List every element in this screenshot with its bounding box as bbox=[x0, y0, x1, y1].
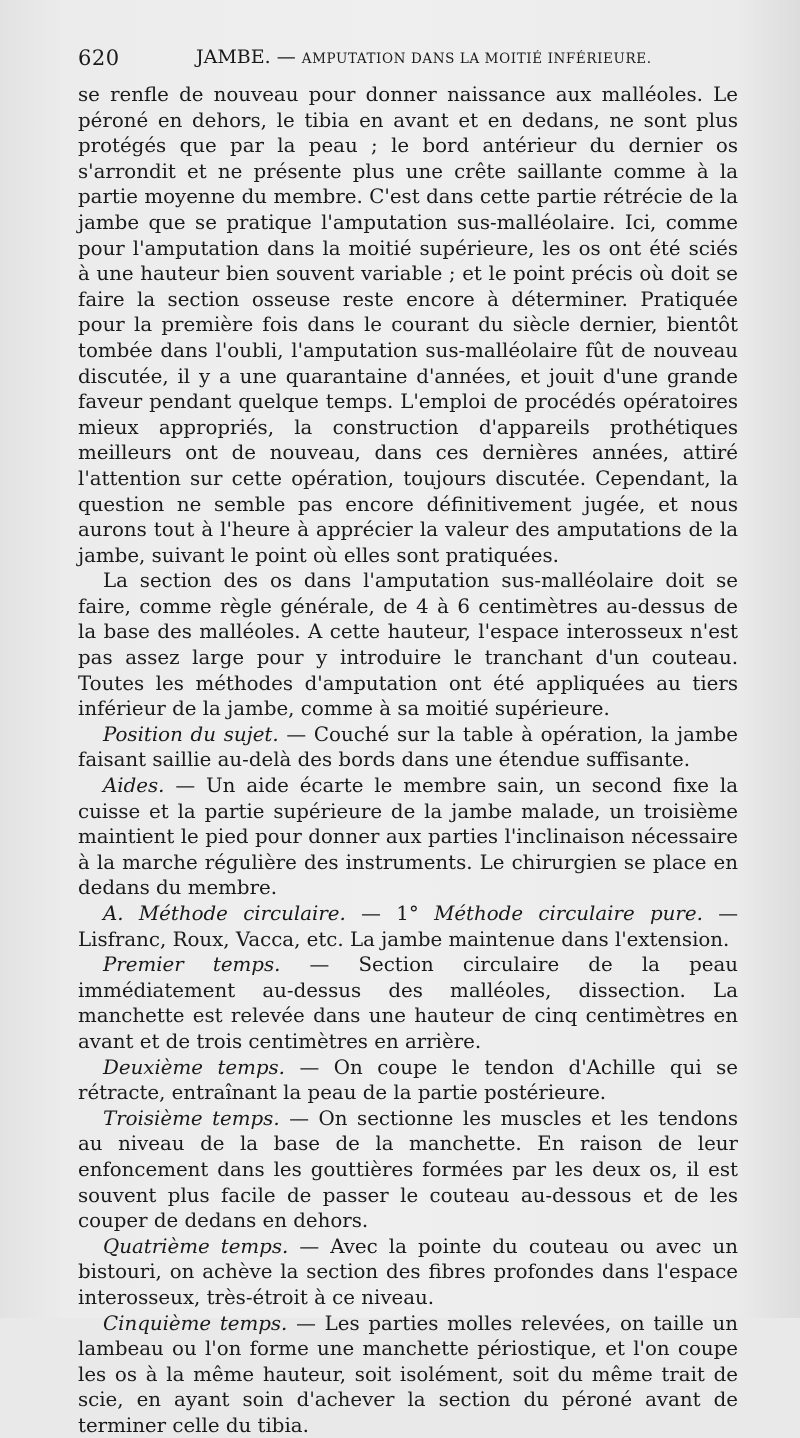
paragraph-text: — Les parties molles relevées, on taille un lambeau ou l'on forme une manchette périostique, et l'on coupe les os à la même hauteur, soit isolément, soit du même trait de scie, en ayant soin d'achever la section du péroné avant de terminer celle du tibia. bbox=[78, 1312, 738, 1437]
paragraph-methode-circulaire bbox=[78, 901, 738, 952]
page-number: 620 bbox=[78, 46, 120, 70]
paragraph-section-os: La section des os dans l'amputation sus-malléolaire doit se faire, comme règle générale, de 4 à 6 centimètres au-dessus de la base des malléoles. A cette hauteur, l'espace interosseux n'est pas assez large pour y introduire le tranchant d'un couteau. Toutes les méthodes d'amputation ont été appliquées au tiers inférieur de la jambe, comme à sa moitié supérieure. bbox=[78, 568, 738, 722]
paragraph-deuxieme-temps bbox=[78, 1055, 738, 1106]
paragraph-troisieme-temps bbox=[78, 1106, 738, 1234]
paragraph-label: Deuxième temps. bbox=[103, 1056, 285, 1079]
paragraph-text: — Lisfranc, Roux, Vacca, etc. La jambe maintenue dans l'extension. bbox=[78, 902, 738, 951]
paragraph-mid: — 1° bbox=[346, 902, 434, 925]
paragraph-position-sujet bbox=[78, 722, 738, 773]
paragraph-aides bbox=[78, 773, 738, 901]
running-subtitle: AMPUTATION DANS LA MOITIÉ INFÉRIEURE. bbox=[302, 51, 652, 67]
paragraph-intro: se renfle de nouveau pour donner naissance aux malléoles. Le péroné en dehors, le tibia en avant et en dedans, ne sont plus protégés que par la peau ; le bord antérieur du dernier os s'arrondit et ne présente plus une crête saillante comme à la partie moyenne du membre. C'est dans cette partie rétrécie de la jambe que se pratique l'amputation sus-malléolaire. Ici, comme pour l'amputation dans la moitié supérieure, les os ont été sciés à une hauteur bien souvent variable ; et le point précis où doit se faire la section osseuse reste encore à déterminer. Pratiquée pour la première fois dans le courant du siècle dernier, bientôt tombée dans l'oubli, l'amputation sus-malléolaire fût de nouveau discutée, il y a une quarantaine d'années, et jouit d'une grande faveur pendant quelque temps. L'emploi de procédés opératoires mieux appropriés, la construction d'appareils prothétiques meilleurs ont de nouveau, dans ces dernières années, attiré l'attention sur cette opération, toujours discutée. Cependant, la question ne semble pas encore définitivement jugée, et nous aurons tout à l'heure à apprécier la valeur des amputations de la jambe, suivant le point où elles sont pratiquées. bbox=[78, 82, 738, 568]
paragraph-text: — On sectionne les muscles et les tendons au niveau de la base de la manchette. En raison de leur enfoncement dans les gouttières formées par les deux os, il est souvent plus facile de passer le couteau au-dessous et de les couper de dedans en dehors. bbox=[78, 1107, 738, 1232]
paragraph-text: — On coupe le tendon d'Achille qui se rétracte, entraînant la peau de la partie postérieure. bbox=[78, 1056, 738, 1105]
paragraph-label: Premier temps. bbox=[103, 953, 280, 976]
paragraph-label-2: Méthode circulaire pure. bbox=[434, 902, 703, 925]
paragraph-label: Aides. bbox=[103, 774, 164, 797]
paragraph-premier-temps bbox=[78, 952, 738, 1054]
paragraph-label: Position du sujet. bbox=[103, 723, 279, 746]
page-body bbox=[78, 82, 738, 1438]
page-header bbox=[78, 46, 738, 76]
paragraph-label: Cinquième temps. bbox=[103, 1312, 287, 1335]
paragraph-label: A. Méthode circulaire. bbox=[103, 902, 346, 925]
running-title: JAMBE. bbox=[196, 46, 271, 68]
running-dash: — bbox=[277, 46, 296, 68]
paragraph-text: — Section circulaire de la peau immédiatement au-dessus des malléoles, dissection. La manchette est relevée dans une hauteur de cinq centimètres en avant et de trois centimètres en arrière. bbox=[78, 953, 738, 1053]
paragraph-text: — Un aide écarte le membre sain, un second fixe la cuisse et la partie supérieure de la jambe malade, un troisième maintient le pied pour donner aux parties l'inclinaison nécessaire à la marche régulière des instruments. Le chirurgien se place en dedans du membre. bbox=[78, 774, 738, 899]
paragraph-label: Troisième temps. bbox=[103, 1107, 280, 1130]
running-head bbox=[196, 46, 652, 68]
paragraph-cinquieme-temps bbox=[78, 1311, 738, 1438]
paragraph-label: Quatrième temps. bbox=[103, 1235, 288, 1258]
paragraph-quatrieme-temps bbox=[78, 1234, 738, 1311]
paragraph-text: — Couché sur la table à opération, la jambe faisant saillie au-delà des bords dans une étendue suffisante. bbox=[78, 723, 738, 772]
paragraph-text: — Avec la pointe du couteau ou avec un bistouri, on achève la section des fibres profondes dans l'espace interosseux, très-étroit à ce niveau. bbox=[78, 1235, 738, 1309]
